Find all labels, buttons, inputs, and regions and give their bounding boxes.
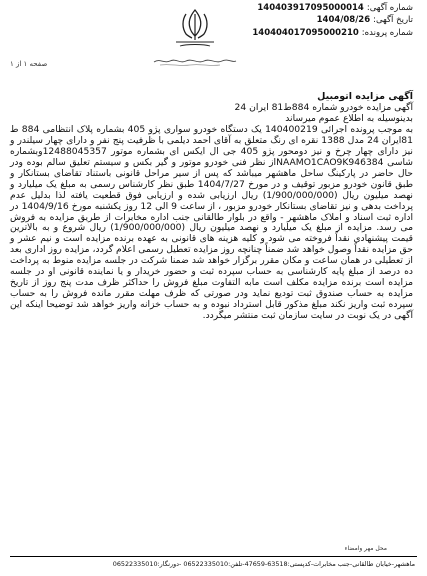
notice-body <box>10 103 413 322</box>
organization-name-lettering <box>150 52 240 68</box>
footer-address: ماهشهر-خیابان طالقانی-جنب مخابرات-کدپستی:63518-47659-تلفن:06522335010 -دورنگار:06522335010 <box>112 560 415 568</box>
body-line-1: آگهی مزایده خودرو شماره 884ط81 ایران 24 <box>234 102 413 113</box>
seal-label: محل مهر وامضاء <box>344 545 387 552</box>
iran-emblem-icon <box>168 6 222 50</box>
notice-number-label: شماره آگهی: <box>366 3 413 13</box>
page-indicator: صفحه ۱ از ۱ <box>10 60 48 68</box>
body-paragraph: به موجب پرونده اجرائی 140400219 یک دستگاه خودرو سواری پژو 405 بشماره پلاک انتظامی 884 ط 81ایران 24 مدل 1388 نقره ای رنگ متعلق به آقای احمد دیلمی با ظرفیت پنج نفر و دارای چهار سیلندر و نیز دارای چهار چرخ و نیز دومحور پژو 405 جی ال ایکس ای بشماره موتور 12488045357وبشماره شاسی NAAMO1CAO9K946384از نظر فنی خودرو موتور و گیر بکس و سیستم تعلیق سالم بوده ودر حال حاضر در پارکینگ ساحل ماهشهر میباشد که پس از سیر مراحل قانونی باستناد تقاضای بستانکار و طبق قانون خودرو مزبور توقیف و در مورخ 1404/7/27 طبق نظر کارشناس رسمی به مبلغ یک میلیارد و نهصد میلیون ریال (1/900/000/000) ریال ارزیابی شده و ارزیابی فوق قطعیت یافته لذا بدلیل عدم پرداخت بدهی و نیز تقاضای بستانکار خودرو مزبور ، از ساعت 9 الی 12 روز یکشنبه مورخ 1404/9/16 در اداره ثبت اسناد و املاک ماهشهر - واقع در بلوار طالقانی جنب اداره مخابرات از طریق مزایده به فروش می رسد. مزایده از مبلغ یک میلیارد و نهصد میلیون ریال (1/900/000/000) ریال شروع و به بالاترین قیمت پیشنهادی نقداً فروخته می شود و کلیه هزینه های قانونی به عهده برنده مزایده است و نیم عشر و حق مزایده نقداً وصول خواهد شد ضمناً چنانچه روز مزایده تعطیل رسمی اعلام گردد، مزایده روز اداری بعد از تعطیلی در همان ساعت و مکان مقرر برگزار خواهد شد ضمنا شرکت در جلسه مزایده منوط به پرداخت ده درصد از مبلغ پایه کارشناسی به حساب سپرده ثبت و حضور خریدار و یا نماینده قانونی او در جلسه مزایده است برنده مزایده مکلف است مابه التفاوت مبلغ فروش را حداکثر ظرف مدت پنج روز از تاریخ مزایده به حساب صندوق ثبت تودیع نماید ودر صورتی که ظرف مهلت مقرر مانده فروش را به حساب سپرده ثبت واریز نکند مبلغ مذکور قابل استرداد نبوده و به حساب خزانه واریز خواهد شد توضیحا اینکه این آگهی در یک نوبت در سایت سازمان ثبت منتشر میگردد. <box>10 123 414 322</box>
case-number: 140404017095000210 <box>252 28 359 38</box>
notice-date: 1404/08/26 <box>316 15 371 25</box>
footer-divider <box>10 556 417 557</box>
document-title: آگهی مزایده اتومبیل <box>317 91 413 102</box>
body-line-2: بدینوسیله به اطلاع عموم میرساند <box>285 112 413 124</box>
notice-number: 140403917095000014 <box>257 3 364 13</box>
case-number-label: شماره پرونده: <box>361 28 413 38</box>
notice-date-label: تاریخ آگهی: <box>373 15 413 25</box>
